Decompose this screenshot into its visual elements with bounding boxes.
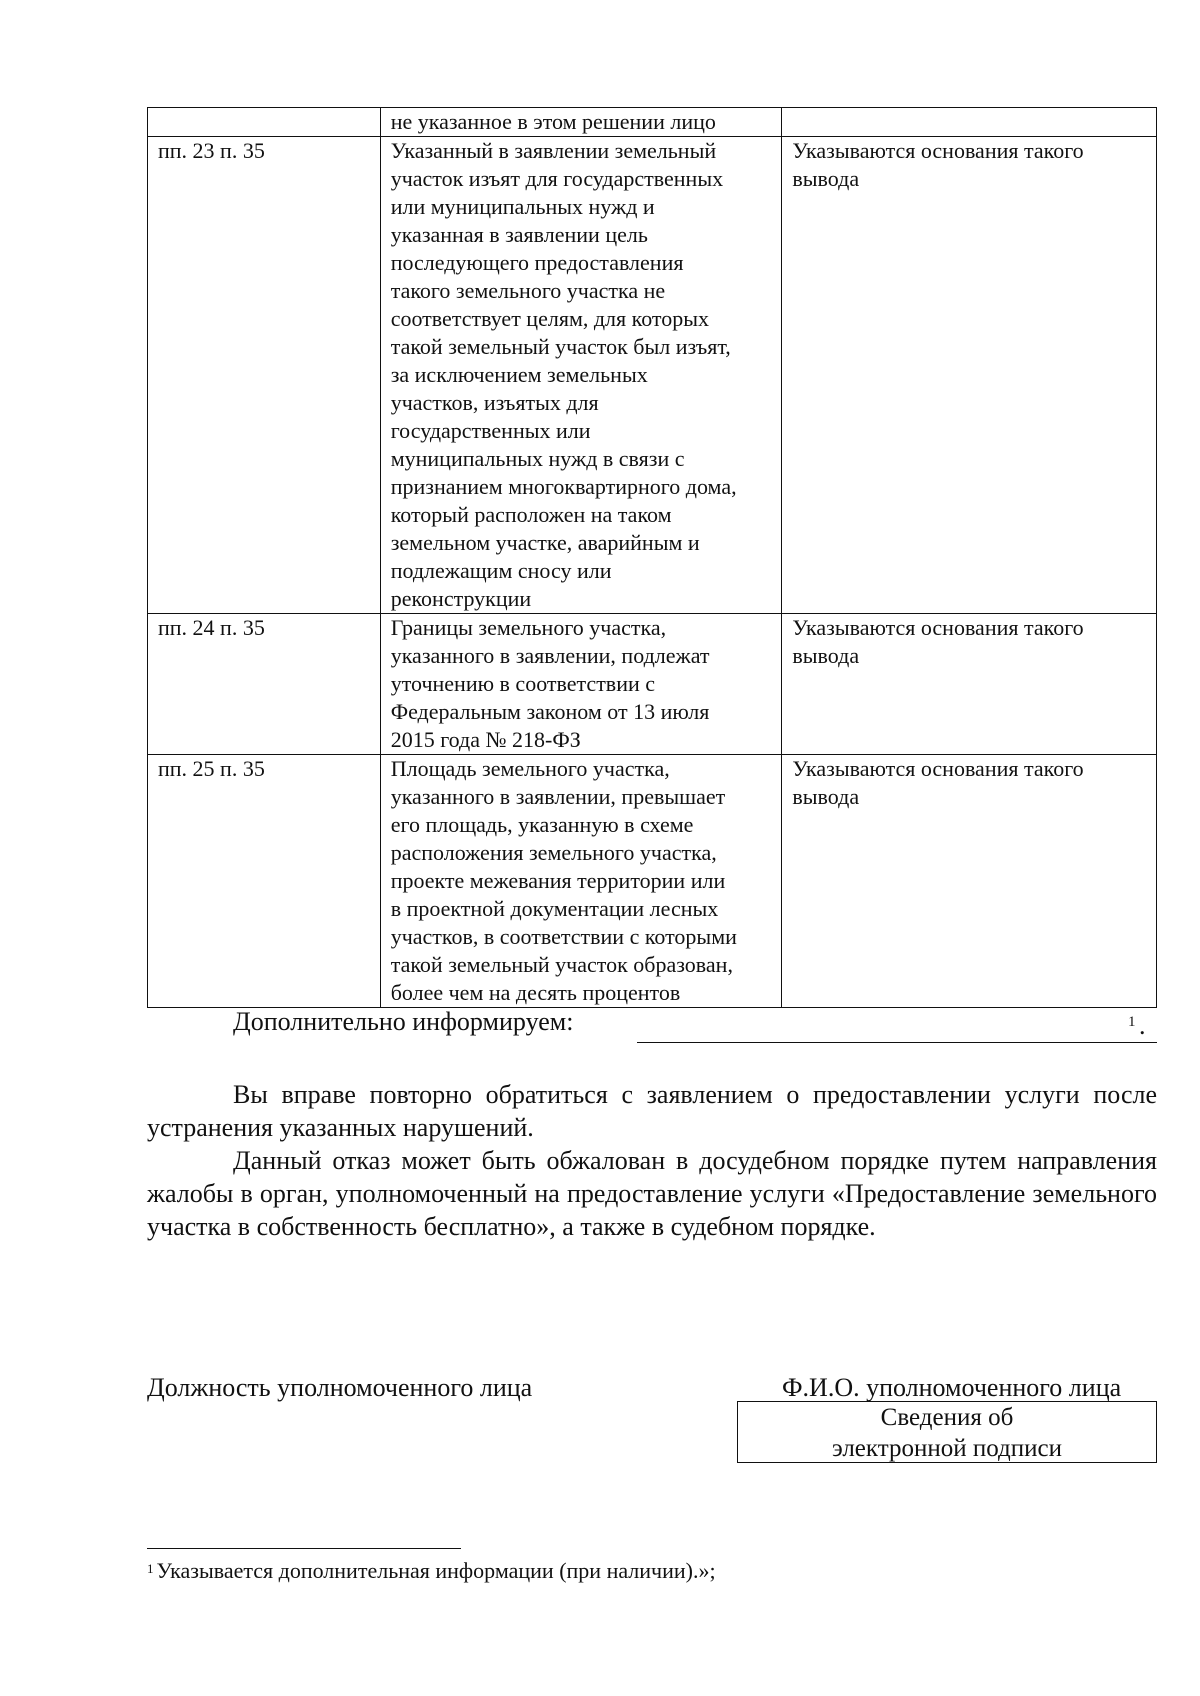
table-row [148,108,1157,137]
official-position-label: Должность уполномоченного лица [147,1373,533,1402]
paragraph-reapply: Вы вправе повторно обратиться с заявлением о предоставлении услуги после устранения указанных нарушений. [147,1080,1157,1142]
row-reason-cell: Указанный в заявлении земельный участок изъят для государственных или муниципальных нужд и указанная в заявлении цель последующего предоставления такого земельного участка не соответствует целям, для которых такой земельный участок был изъят, за исключением земельных участков, изъятых для государственных или муниципальных нужд в связи с признанием многоквартирного дома, который расположен на таком земельном участке, аварийным и подлежащим сносу или реконструкции [380,137,782,614]
row-ref-cell: пп. 25 п. 35 [148,755,381,1008]
additional-info-period: . [1139,1011,1146,1040]
additional-info-label: Дополнительно информируем: [233,1007,574,1036]
row-explanation-cell: Указываются основания такого вывода [782,137,1157,614]
row-explanation-cell [782,108,1157,137]
row-ref-cell: пп. 23 п. 35 [148,137,381,614]
electronic-signature-box [737,1401,1157,1463]
esig-line-2: электронной подписи [832,1435,1062,1462]
table-row [148,137,1157,614]
row-ref-cell [148,108,381,137]
row-explanation-cell: Указываются основания такого вывода [782,614,1157,755]
additional-info-blank-line [637,1042,1157,1043]
additional-info-footnote-mark: 1 [1128,1014,1136,1030]
footnote-divider [147,1548,461,1549]
row-explanation-cell: Указываются основания такого вывода [782,755,1157,1008]
row-reason-cell: Границы земельного участка, указанного в заявлении, подлежат уточнению в соответствии с Федеральным законом от 13 июля 2015 года № 218-ФЗ [380,614,782,755]
official-name-label: Ф.И.О. уполномоченного лица [782,1373,1122,1402]
footnote [147,1558,716,1584]
footnote-mark: 1 [147,1561,154,1576]
refusal-reasons-table [147,107,1157,1008]
row-reason-cell: не указанное в этом решении лицо [380,108,782,137]
esig-line-1: Сведения об [880,1404,1014,1431]
paragraph-appeal: Данный отказ может быть обжалован в досудебном порядке путем направления жалобы в орган, уполномоченный на предоставление услуги «Предоставление земельного участка в собственность бесплатно», а также в судебном порядке. [147,1146,1157,1241]
table-row [148,614,1157,755]
table-row [148,755,1157,1008]
footnote-text: Указывается дополнительная информации (при наличии).»; [156,1558,716,1583]
row-ref-cell: пп. 24 п. 35 [148,614,381,755]
row-reason-cell: Площадь земельного участка, указанного в заявлении, превышает его площадь, указанную в схеме расположения земельного участка, проекте межевания территории или в проектной документации лесных участков, в соответствии с которыми такой земельный участок образован, более чем на десять процентов [380,755,782,1008]
